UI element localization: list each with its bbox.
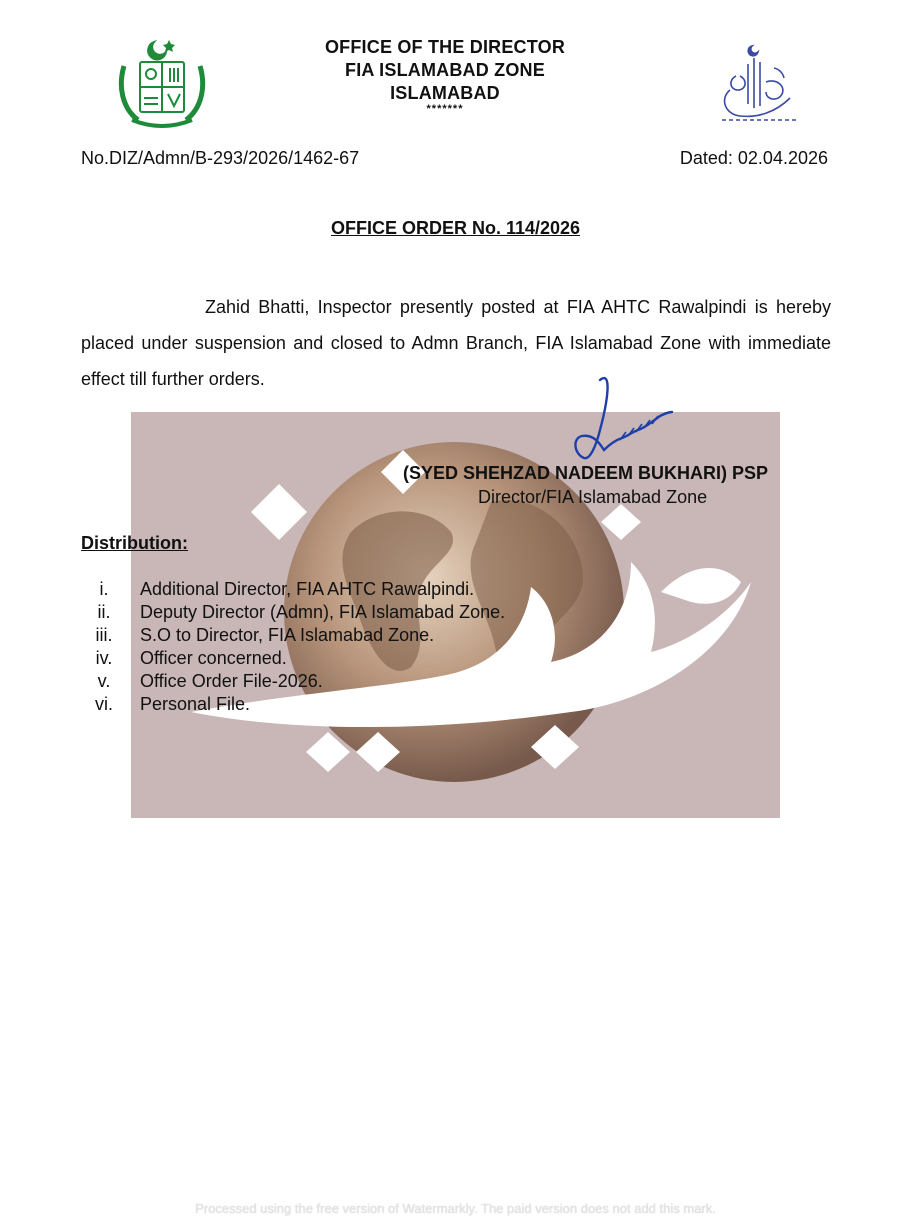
list-item-number: v.: [97, 671, 111, 691]
list-item-text: S.O to Director, FIA Islamabad Zone.: [140, 625, 435, 645]
fia-seal-icon: [710, 42, 806, 128]
list-item: [80, 670, 505, 693]
list-item: [80, 647, 505, 670]
state-emblem-icon: [114, 36, 210, 136]
order-title-text: OFFICE ORDER No. 114/2026: [330, 218, 581, 238]
distribution-list: [80, 578, 505, 716]
list-item: [80, 624, 505, 647]
order-title: [0, 218, 911, 239]
reference-number: No.DIZ/Admn/B-293/2026/1462-67: [81, 148, 360, 168]
list-item-number: i.: [99, 579, 109, 599]
header-zone-title: FIA ISLAMABAD ZONE: [345, 60, 545, 80]
order-body: [81, 289, 831, 397]
header-stars: *******: [426, 103, 464, 115]
list-item-number: iii.: [95, 625, 113, 645]
list-item-text: Office Order File-2026.: [140, 671, 323, 691]
footer-watermark-text: Processed using the free version of Watermarkly. The paid version does not add this mark.: [195, 1201, 716, 1216]
list-item-text: Additional Director, FIA AHTC Rawalpindi.: [140, 579, 475, 599]
list-item: [80, 601, 505, 624]
list-item-number: vi.: [95, 694, 113, 714]
distribution-title: Distribution:: [81, 533, 188, 553]
order-body-text: Zahid Bhatti, Inspector presently posted at FIA AHTC Rawalpindi is hereby placed under suspension and closed to Admn Branch, FIA Islamabad Zone with immediate effect till further orders.: [81, 297, 831, 389]
list-item: [80, 693, 505, 716]
list-item-number: ii.: [97, 602, 111, 622]
signature-icon: [560, 370, 680, 470]
header-office-title: OFFICE OF THE DIRECTOR: [324, 37, 566, 57]
signatory-name: (SYED SHEHZAD NADEEM BUKHARI) PSP: [403, 463, 769, 483]
list-item-text: Officer concerned.: [140, 648, 287, 668]
list-item: [80, 578, 505, 601]
list-item-number: iv.: [95, 648, 113, 668]
header-city-title: ISLAMABAD: [390, 83, 500, 103]
list-item-text: Personal File.: [140, 694, 251, 714]
signatory-designation: Director/FIA Islamabad Zone: [478, 487, 708, 507]
dated-field: Dated: 02.04.2026: [679, 148, 828, 168]
list-item-text: Deputy Director (Admn), FIA Islamabad Zone.: [140, 602, 506, 622]
